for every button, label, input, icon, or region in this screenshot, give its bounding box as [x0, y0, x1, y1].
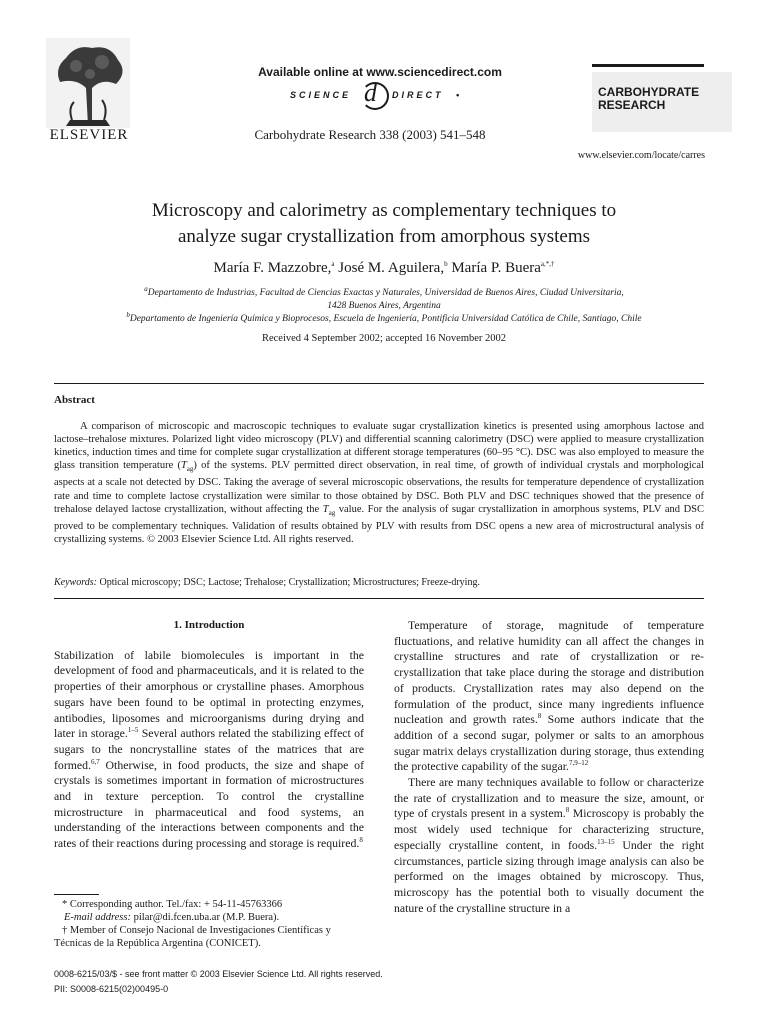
intro-p3-text-b: Microscopy is probably the most widely used technique for characterizing structure, especially crystalline content, in foods.	[394, 806, 704, 852]
journal-header-rule	[592, 64, 704, 67]
section-heading-introduction: 1. Introduction	[173, 619, 245, 631]
affiliation-b	[60, 310, 708, 326]
sciencedirect-logo	[268, 78, 498, 110]
intro-paragraph-3	[394, 775, 704, 916]
author-buera-aff: a,*,†	[540, 260, 555, 268]
author-mazzobre: María F. Mazzobre,	[213, 260, 332, 276]
abstract-part-2: ) of the systems. PLV permitted direct observation, in real time, of growth of individual crystals and morphological aspects at a scale not detected by DSC. Taking the average of several microscopic observations, the results for temperature dependence of crystallization rate and time to complete lactose crystallization were similar to those obtained by DSC. Both PLV and DSC techniques showed that the presence of trehalose delayed lactose crystallization, without affecting the	[54, 460, 704, 515]
ref-6[interactable]: 8	[565, 806, 570, 815]
ref-7[interactable]: 13–15	[597, 837, 615, 846]
keywords-text: Optical microscopy; DSC; Lactose; Trehalose; Crystallization; Microstructures; Freeze-drying.	[96, 577, 480, 588]
affiliation-a-line-2: 1428 Buenos Aires, Argentina	[327, 301, 441, 311]
intro-p3-text-c: Under the right circumstances, particle sizing through image analysis can also be performed on the images obtained by microscopy. Thus, microscopy has the potential both to visually document the nature of the crystalline structure in a	[394, 837, 704, 915]
article-title	[60, 198, 708, 250]
ref-1[interactable]: 1–5	[127, 726, 139, 735]
footnotes	[54, 898, 364, 950]
journal-name-line-2: RESEARCH	[598, 98, 666, 112]
keywords	[54, 577, 704, 588]
footer-copyright: 0008-6215/03/$ - see front matter © 2003 Elsevier Science Ltd. All rights reserved.	[54, 969, 383, 979]
affiliation-b-mark: b	[126, 310, 130, 319]
publisher-name: ELSEVIER	[49, 127, 129, 143]
ref-4[interactable]: 8	[537, 712, 542, 721]
affiliation-a-mark: a	[144, 284, 148, 293]
keywords-label: Keywords:	[54, 577, 97, 588]
footnote-rule	[54, 894, 99, 895]
abstract-heading: Abstract	[54, 394, 95, 406]
journal-reference: Carbohydrate Research 338 (2003) 541–548	[254, 127, 486, 142]
sd-direct-word: DIRECT	[392, 90, 444, 100]
affiliation-b-text: Departamento de Ingeniería Química y Bioprocesos, Escuela de Ingeniería, Pontificia Universidad Católica de Chile, Santiago, Chile	[129, 314, 642, 324]
journal-name	[598, 86, 699, 112]
abstract-top-rule	[54, 383, 704, 384]
author-mazzobre-aff: a	[331, 260, 335, 268]
intro-p1-text-b: Several authors related the stabilizing effect of sugars to the noncrystalline states of the matrices that are formed.	[54, 726, 364, 772]
intro-paragraph-1	[54, 648, 364, 852]
abstract-part-3: value. For the analysis of sugar crystallization in amorphous systems, PLV and DSC proved to be complementary techniques. Validation of results obtained by PLV with results from DSC opens a new area of microstructural analysis of crystallizing systems. © 2003 Elsevier Science Ltd. All rights reserved.	[54, 503, 705, 545]
elsevier-tree-logo	[46, 38, 130, 128]
article-title-line-2: analyze sugar crystallization from amorphous systems	[177, 226, 591, 247]
article-title-line-1: Microscopy and calorimetry as complementary techniques to	[151, 200, 617, 221]
footnote-email-label: E-mail address:	[64, 912, 131, 923]
footer-pii: PII: S0008-6215(02)00495-0	[54, 984, 169, 994]
intro-p1-text-c: Otherwise, in food products, the size and shape of crystals is sometimes important in formation of microstructures and in texture perception. To control the crystalline microstructure in pharmaceutical and food systems, an understanding of the interactions between components and the rates of their reactions during processing and storage is required.	[54, 757, 364, 851]
ref-3[interactable]: 8	[359, 836, 363, 845]
affiliation-a-line-1: Departamento de Industrias, Facultad de Ciencias Exactas y Naturales, Universidad de Buenos Aires, Ciudad Universitaria,	[147, 288, 624, 298]
sd-at-ring	[361, 82, 389, 110]
author-aguilera: José M. Aguilera,	[334, 260, 445, 276]
footnote-email-address[interactable]: pilar@di.fcen.uba.ar (M.P. Buera).	[130, 912, 280, 923]
ref-5[interactable]: 7,9–12	[568, 759, 589, 768]
received-dates: Received 4 September 2002; accepted 16 November 2002	[261, 333, 507, 344]
tag-subscript: ag	[186, 465, 194, 474]
tag-symbol: T	[180, 460, 187, 472]
footnote-email	[54, 911, 364, 924]
intro-p2-text-a: Temperature of storage, magnitude of temperature fluctuations, and relative humidity can all affect the changes in crystalline structures and rate of crystallization or re-crystallization that take place during the storage and distribution of products. Crystallization rates may also depend on the formulation of the product, since many ingredients influence nucleation and growth rates.	[394, 618, 704, 727]
author-buera: María P. Buera	[447, 260, 541, 276]
intro-p2-text-b: Some authors indicate that the addition of a second sugar, polymer or salts to an amorphous sugar matrix delays crystallization during storage, thus extending the protective capability of the sugar.	[394, 712, 704, 774]
sd-at-symbol: d	[364, 78, 377, 107]
author-aguilera-aff: b	[444, 260, 448, 268]
journal-url[interactable]: www.elsevier.com/locate/carres	[577, 150, 705, 161]
author-list	[60, 260, 708, 277]
tag-subscript-2: ag	[328, 508, 336, 517]
footnote-corresponding: * Corresponding author. Tel./fax: + 54-11-45763366	[62, 899, 283, 910]
available-online-banner: Available online at www.sciencedirect.com	[258, 65, 502, 79]
intro-p1-text-a: Stabilization of labile biomolecules is important in the development of food and pharmaceuticals, and it is related to the properties of their amorphous or crystalline phases. Amorphous sugars have been found to be optimal in protecting enzymes, antibodies, liposomes and microorganisms during drying and later in storage.	[54, 647, 364, 741]
intro-paragraph-2	[394, 618, 704, 775]
affiliation-a	[60, 284, 708, 313]
intro-p3-text-a: There are many techniques available to follow or characterize the rate of crystallization and to measure the size, amount, or type of crystals present in a system.	[394, 775, 704, 821]
footnote-member: † Member of Consejo Nacional de Investigaciones Científicas y Técnicas de la República Argentina (CONICET).	[54, 925, 331, 949]
page-footer	[54, 967, 383, 997]
abstract-part-1: A comparison of microscopic and macroscopic techniques to evaluate sugar crystallization kinetics is presented using amorphous lactose and lactose–trehalose mixtures. Polarized light video microscopy (PLV) and differential scanning calorimetry (DSC) were applied to measure crystallization kinetics, induction times and time for complete sugar crystallization at different storage temperatures (60–95 °C). DSC was also employed to measure the glass transition temperature (	[54, 421, 704, 472]
abstract-body	[54, 420, 704, 546]
right-column	[394, 618, 704, 916]
sd-mark: •	[456, 90, 460, 100]
abstract-bottom-rule	[54, 598, 704, 599]
journal-name-line-1: CARBOHYDRATE	[598, 85, 700, 99]
sd-science-word: SCIENCE	[290, 90, 352, 100]
ref-2[interactable]: 6,7	[91, 757, 100, 766]
tag-symbol-2: T	[322, 503, 329, 515]
left-column	[54, 618, 364, 852]
